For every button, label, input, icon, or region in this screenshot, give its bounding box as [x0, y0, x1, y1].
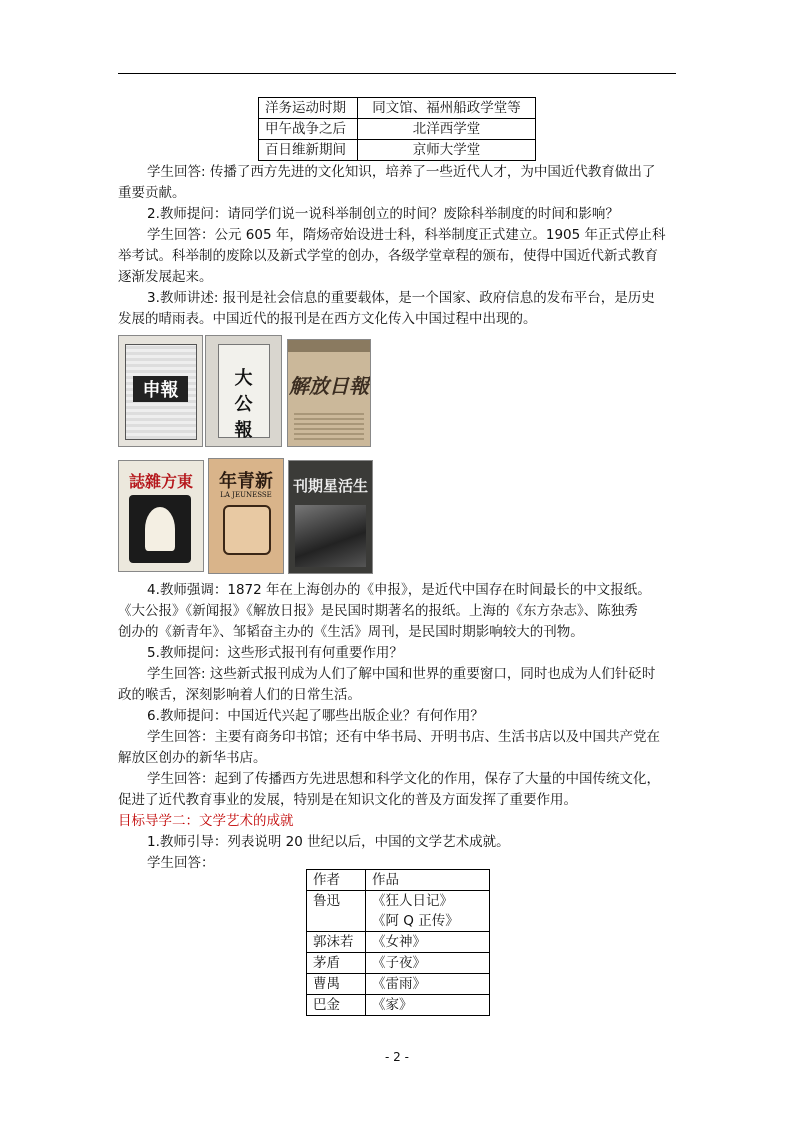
- paragraph-line: 逐渐发展起来。: [118, 269, 213, 285]
- paragraph-line: 3.教师讲述: 报刊是社会信息的重要载体，是一个国家、政府信息的发布平台，是历史: [147, 290, 655, 306]
- paragraph-line: 2.教师提问：请同学们说一说科举制创立的时间？废除科举制度的时间和影响？: [147, 206, 619, 222]
- table-cell: 《女神》: [366, 932, 490, 953]
- table-cell: 《家》: [366, 995, 490, 1016]
- paragraph-line: 发展的晴雨表。中国近代的报刊是在西方文化传入中国过程中出现的。: [118, 311, 537, 327]
- paragraph-line: 学生回答: 这些新式报刊成为人们了解中国和世界的重要窗口，同时也成为人们针砭时: [147, 666, 656, 682]
- paragraph-line: 学生回答：公元 605 年，隋炀帝始设进士科，科举制度正式建立。1905 年正式停止科: [147, 227, 666, 243]
- paragraph-line: 创办的《新青年》、邹韬奋主办的《生活》周刊，是民国时期影响较大的刊物。: [118, 624, 584, 640]
- table-row: [259, 98, 536, 119]
- xinqingnian-image: 年青新 LA JEUNESSE: [208, 458, 284, 574]
- table-row: [307, 995, 490, 1016]
- paragraph-line: 促进了近代教育事业的发展，特别是在知识文化的普及方面发挥了重要作用。: [118, 792, 577, 808]
- paragraph-line: 解放区创办的新华书店。: [118, 750, 267, 766]
- page-number: - 2 -: [385, 1050, 409, 1064]
- paragraph-line: 学生回答：起到了传播西方先进思想和科学文化的作用，保存了大量的中国传统文化，: [147, 771, 660, 787]
- table-row: [259, 140, 536, 161]
- table-cell: 巴金: [307, 995, 366, 1016]
- paragraph-line: 学生回答: 传播了西方先进的文化知识，培养了一些近代人才，为中国近代教育做出了: [147, 164, 656, 180]
- table-row: [259, 119, 536, 140]
- table-cell: 同文馆、福州船政学堂等: [358, 98, 536, 119]
- table-cell: 曹禺: [307, 974, 366, 995]
- table-cell: 百日维新期间: [259, 140, 358, 161]
- table-cell: 京师大学堂: [358, 140, 536, 161]
- table-cell: 鲁迅: [307, 891, 366, 932]
- paragraph-line: 政的喉舌，深刻影响着人们的日常生活。: [118, 687, 361, 703]
- paragraph-line: 《大公报》《新闻报》《解放日报》是民国时期著名的报纸。上海的《东方杂志》、陈独秀: [118, 603, 638, 619]
- table-cell: 甲午战争之后: [259, 119, 358, 140]
- paragraph-line: 6.教师提问：中国近代兴起了哪些出版企业？有何作用？: [147, 708, 484, 724]
- header-rule: [118, 73, 676, 74]
- table-cell: 《雷雨》: [366, 974, 490, 995]
- table-row: [307, 870, 490, 891]
- paragraph-line: 举考试。科举制的废除以及新式学堂的创办，各级学堂章程的颁布，使得中国近代新式教育: [118, 248, 658, 264]
- paragraph-line: 5.教师提问：这些形式报刊有何重要作用？: [147, 645, 403, 661]
- paragraph-line: 4.教师强调：1872 年在上海创办的《申报》，是近代中国存在时间最长的中文报纸。: [147, 582, 651, 598]
- jiefang-ribao-image: 解放日報: [287, 339, 371, 447]
- table-row: [307, 891, 490, 912]
- section-heading: 目标导学二：文学艺术的成就: [118, 813, 294, 829]
- table-row: [307, 932, 490, 953]
- table-cell: 郭沫若: [307, 932, 366, 953]
- table-cell: 《阿 Q 正传》: [366, 911, 490, 932]
- table-cell: 茅盾: [307, 953, 366, 974]
- table-cell: 北洋西学堂: [358, 119, 536, 140]
- dongfang-zazhi-image: 誌雜方東: [118, 460, 204, 572]
- table-cell: 洋务运动时期: [259, 98, 358, 119]
- shenghuo-zhoukan-image: 刊期星活生: [288, 460, 373, 574]
- paragraph-line: 1.教师引导：列表说明 20 世纪以后，中国的文学艺术成就。: [147, 834, 510, 850]
- table-header: 作品: [366, 870, 490, 891]
- paragraph-line: 重要贡献。: [118, 185, 186, 201]
- table-header: 作者: [307, 870, 366, 891]
- table-row: [307, 974, 490, 995]
- shenbao-image: 申報: [118, 335, 203, 447]
- dagongbao-image: 大公報: [205, 335, 282, 447]
- paragraph-line: 学生回答：: [147, 855, 215, 871]
- school-table: [258, 97, 536, 161]
- table-cell: 《子夜》: [366, 953, 490, 974]
- literature-table: [306, 869, 490, 1016]
- paragraph-line: 学生回答：主要有商务印书馆；还有中华书局、开明书店、生活书店以及中国共产党在: [147, 729, 660, 745]
- table-row: [307, 953, 490, 974]
- table-cell: 《狂人日记》: [366, 891, 490, 912]
